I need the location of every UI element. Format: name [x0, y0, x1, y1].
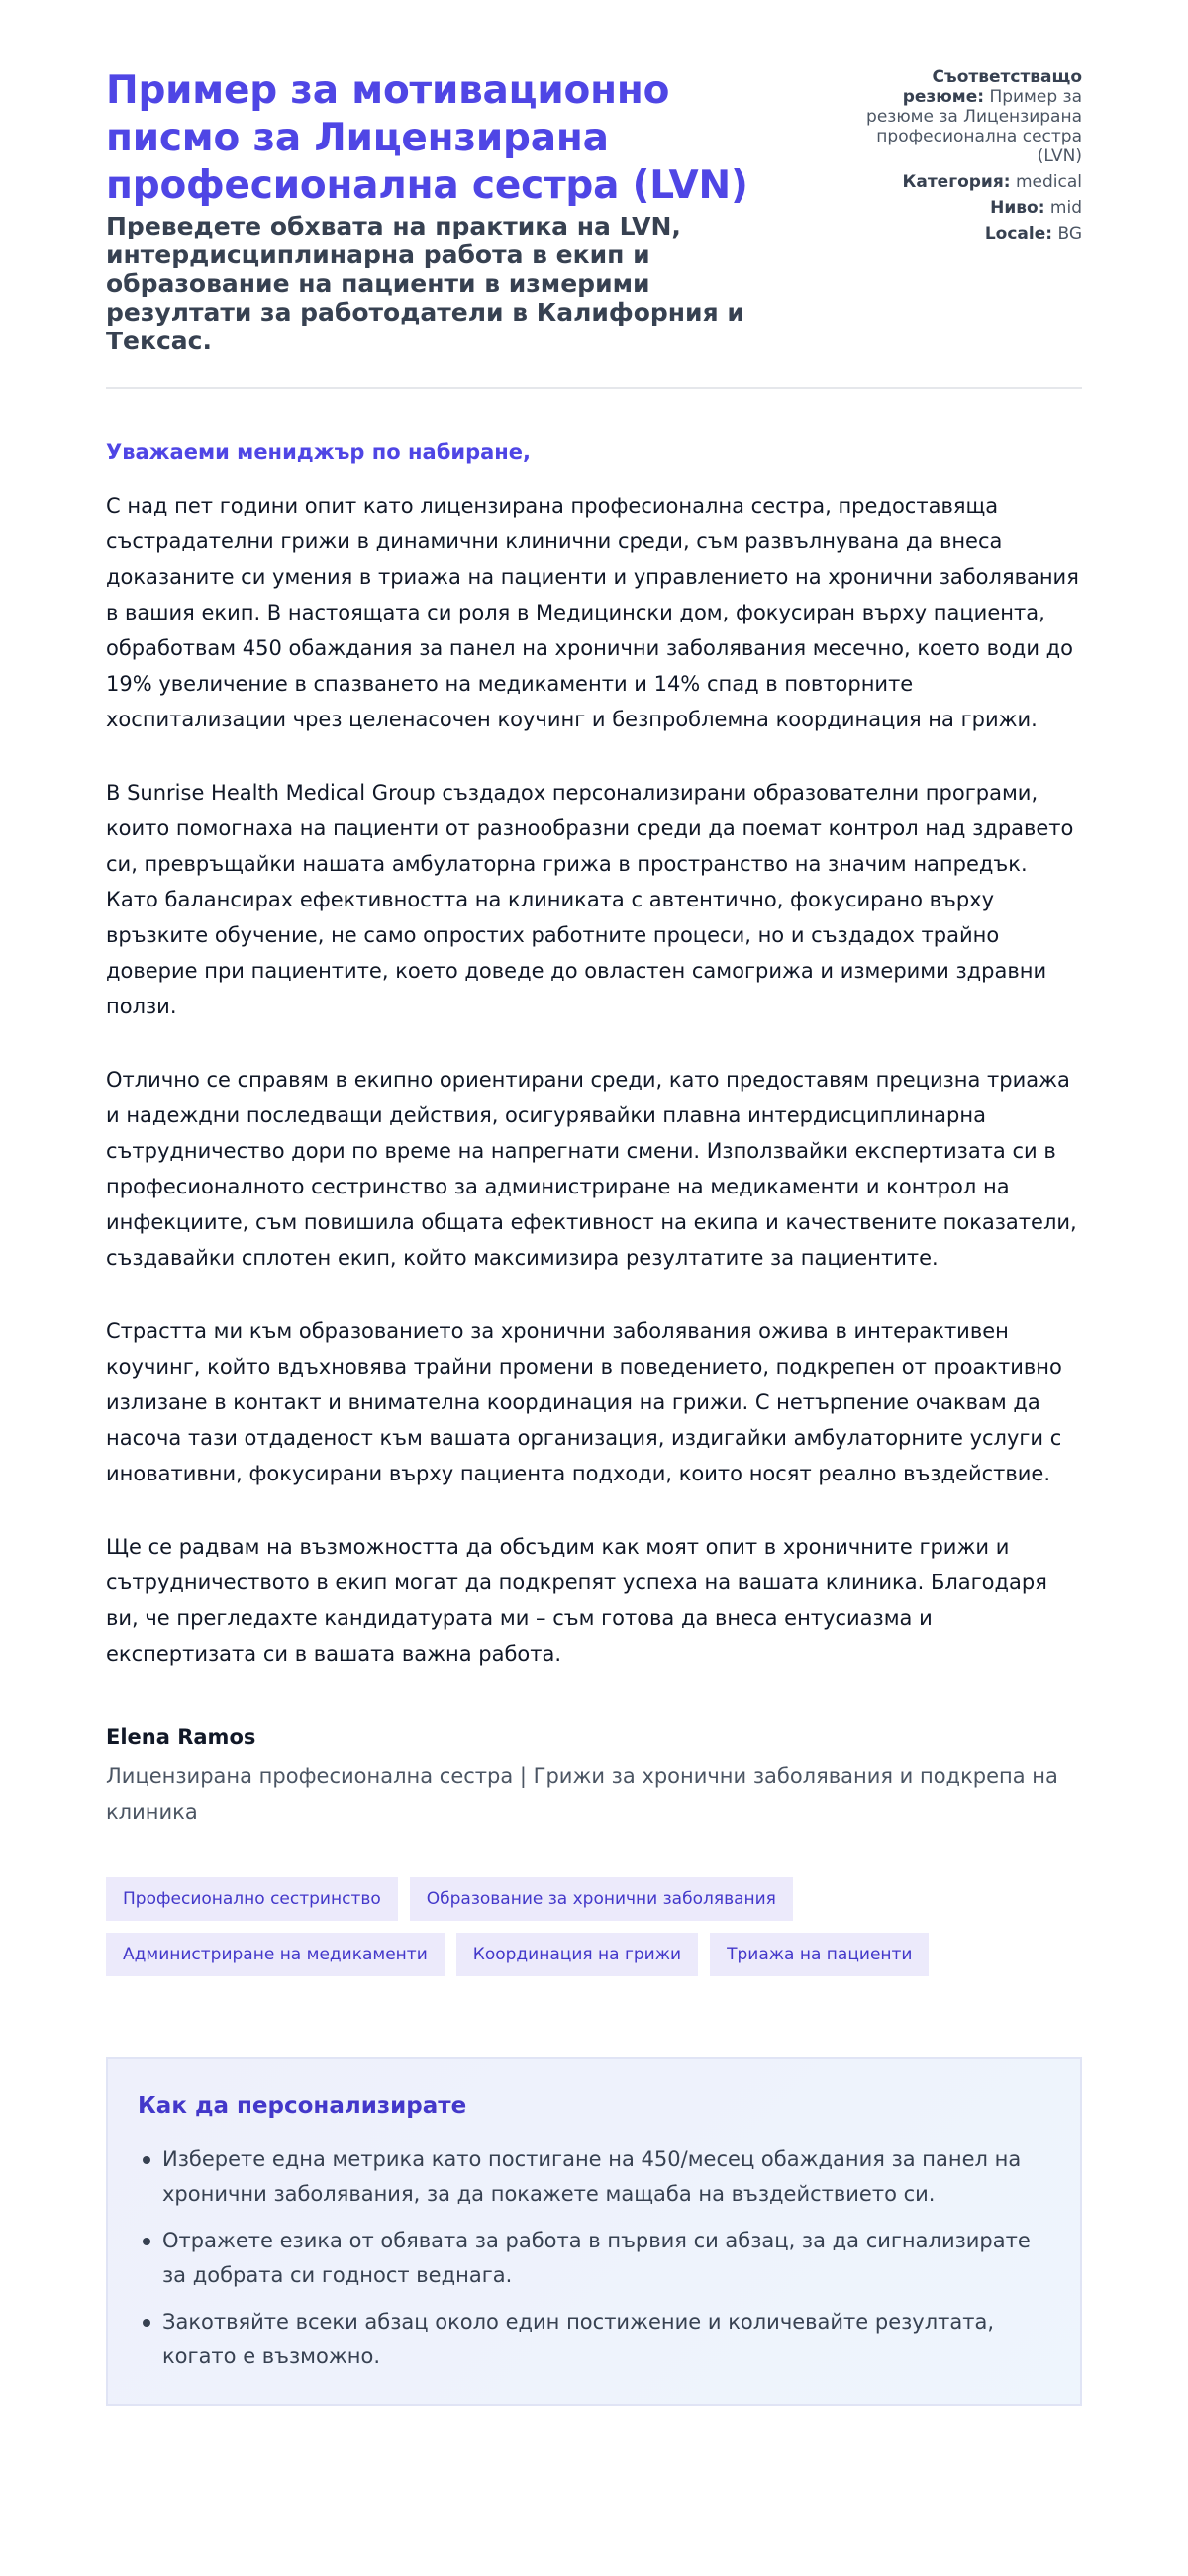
tip-item: [138, 2224, 1050, 2293]
meta-resume-label: Съответстващо резюме:: [902, 67, 1082, 107]
meta-category-label: Категория:: [902, 172, 1011, 192]
page-subtitle: Преведете обхвата на практика на LVN, интердисциплинарна работа в екип и образование на пациенти в измерими резултати за работодатели в Калифорния и Тексас.: [106, 212, 744, 355]
header-titles: [106, 67, 779, 355]
meta-locale: [849, 224, 1082, 243]
skill-tag[interactable]: Администриране на медикаменти: [106, 1933, 445, 1976]
meta-level-value: mid: [1049, 198, 1082, 218]
letter-body: [106, 438, 1082, 1830]
signature-title: Лицензирана професионална сестра | Грижи за хронични заболявания и подкрепа на клиника: [106, 1765, 1058, 1824]
meta-matching-resume: [849, 67, 1082, 166]
tip-text: Отражете езика от обявата за работа в първия си абзац, за да сигнализирате за добрата си годност веднага.: [162, 2229, 1031, 2287]
letter-paragraph: В Sunrise Health Medical Group създадох персонализирани образователни програми, които помогнаха на пациенти от разнообразни среди да поемат контрол над здравето си, превръщайки нашата амбулаторна грижа в пространство на значим напредък. Като балансирах ефективността на клиниката с автентично, фокусирано върху връзките обучение, не само опростих работните процеси, но и създадох трайно доверие при пациентите, което доведе до овластен самогрижа и измерими здравни ползи.: [106, 781, 1074, 1018]
meta-category-value: medical: [1015, 172, 1082, 192]
skill-tag[interactable]: Професионално сестринство: [106, 1877, 398, 1921]
letter-paragraph: Страстта ми към образованието за хронични заболявания ожива в интерактивен коучинг, който вдъхновява трайни промени в поведението, подкрепен от проактивно излизане в контакт и внимателна координация на грижи. С нетърпение очаквам да насоча тази отдаденост към вашата организация, издигайки амбулаторните услуги с иновативни, фокусирани върху пациента подходи, които носят реално въздействие.: [106, 1319, 1062, 1485]
skill-tag[interactable]: Координация на грижи: [456, 1933, 698, 1976]
tip-text: Закотвяйте всеки абзац около един постижение и количевайте резултата, когато е възможно.: [162, 2310, 995, 2368]
meta-level: [849, 198, 1082, 218]
skill-tag[interactable]: Триажа на пациенти: [710, 1933, 929, 1976]
meta-level-label: Ниво:: [990, 198, 1045, 218]
meta-locale-value: BG: [1057, 224, 1082, 243]
skill-tag[interactable]: Образование за хронични заболявания: [410, 1877, 793, 1921]
page-header: [106, 67, 1082, 355]
letter-paragraph: С над пет години опит като лицензирана професионална сестра, предоставяща състрадателни грижи в динамични клинични среди, съм развълнувана да внеса доказаните си умения в триажа на пациенти и управлението на хронични заболявания в вашия екип. В настоящата си роля в Медицински дом, фокусиран върху пациента, обработвам 450 обаждания за панел на хронични заболявания месечно, което води до 19% увеличение в спазването на медикаменти и 14% спад в повторните хоспитализации чрез целенасочен коучинг и безпроблемна координация на грижи.: [106, 494, 1079, 731]
letter-paragraph: Отлично се справям в екипно ориентирани среди, като предоставям прецизна триажа и надеждни последващи действия, осигурявайки плавна интердисциплинарна сътрудничество дори по време на напрегнати смени. Използвайки експертизата си в професионалното сестринство за администриране на медикаменти и контрол на инфекциите, съм повишила общата ефективност на екипа и качествените показатели, създавайки сплотен екип, който максимизира резултатите за пациентите.: [106, 1068, 1077, 1270]
salutation: Уважаеми мениджър по набиране,: [106, 440, 532, 464]
letter-paragraphs: [106, 488, 1082, 1671]
meta-locale-label: Locale:: [984, 224, 1053, 243]
meta-info: [849, 67, 1082, 249]
tips-title: Как да персонализирате: [138, 2093, 467, 2119]
tip-item: [138, 2143, 1050, 2212]
tip-item: [138, 2305, 1050, 2374]
letter-paragraph: Ще се радвам на възможността да обсъдим как моят опит в хроничните грижи и сътрудничеството в екип могат да подкрепят успеха на вашата клиника. Благодаря ви, че прегледахте кандидатурата ми – съм готова да внеса ентусиазма и експертизата си в вашата важна работа.: [106, 1535, 1047, 1666]
signature-name: Elena Ramos: [106, 1725, 256, 1749]
tip-text: Изберете една метрика като постигане на 450/месец обаждания за панел на хронични заболявания, за да покажете мащаба на въздействието си.: [162, 2147, 1022, 2206]
bullet-icon: [143, 2238, 150, 2245]
tips-list: [138, 2143, 1050, 2374]
meta-category: [849, 172, 1082, 192]
meta-resume-value[interactable]: Пример за резюме за Лицензирана професионална сестра (LVN): [866, 87, 1082, 166]
bullet-icon: [143, 2319, 150, 2327]
header-divider: [106, 387, 1082, 389]
skill-tags: [106, 1877, 1082, 1976]
page-title: Пример за мотивационно писмо за Лицензирана професионална сестра (LVN): [106, 68, 748, 208]
signature-block: [106, 1723, 1082, 1830]
customization-tips-box: [106, 2057, 1082, 2406]
bullet-icon: [143, 2156, 150, 2164]
